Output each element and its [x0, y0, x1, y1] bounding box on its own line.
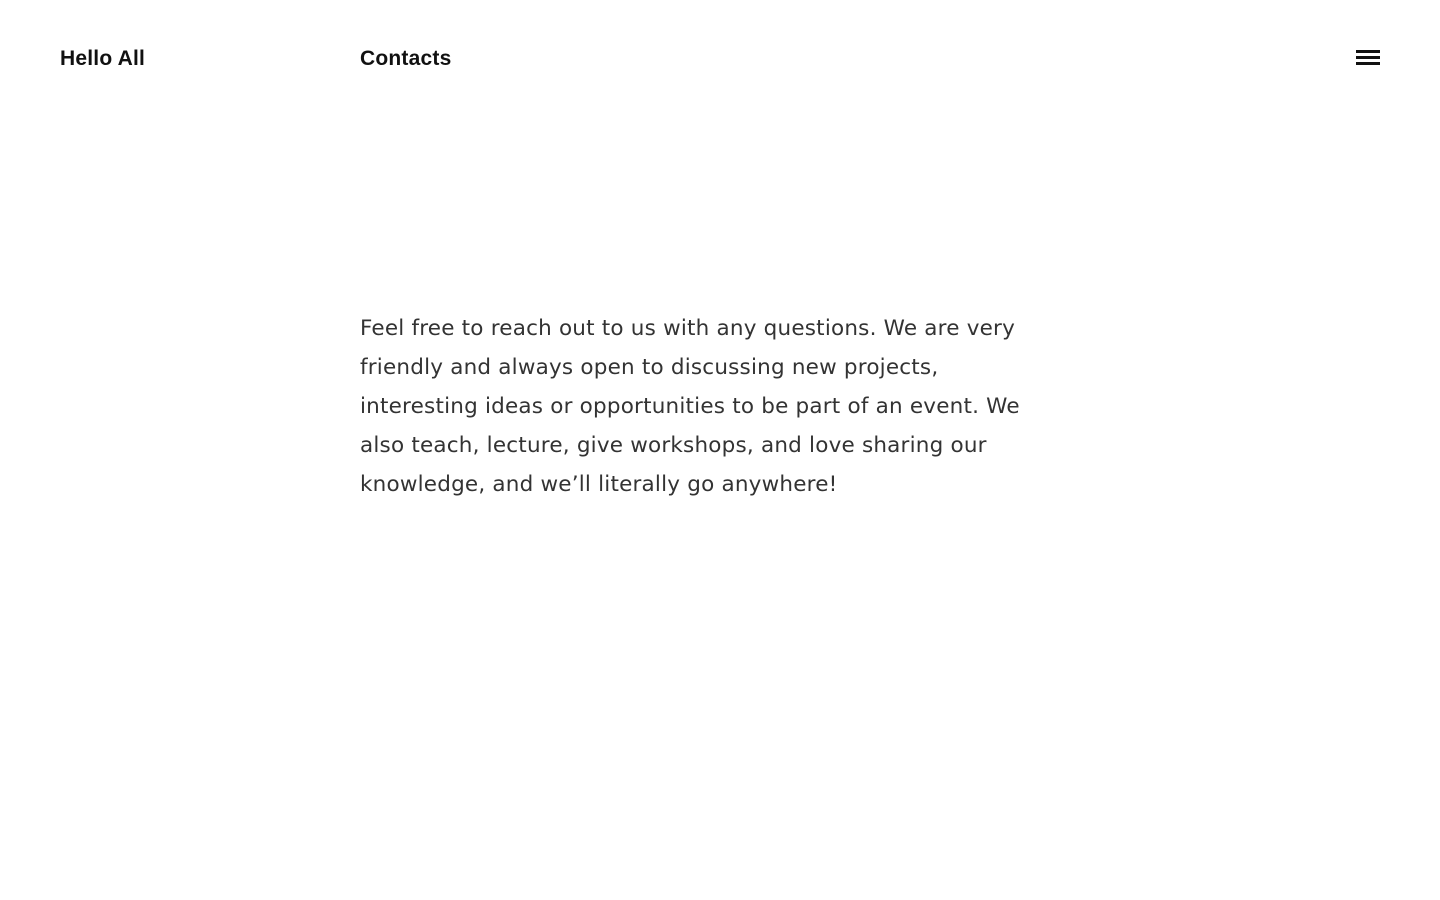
hamburger-menu-icon: [1352, 44, 1384, 72]
menu-button[interactable]: [1352, 44, 1384, 72]
contact-intro-text: Feel free to reach out to us with any questions. We are very friendly and always open to discussing new projects, interesting ideas or opportunities to be part of an event. We also teach, lecture, give workshops, and love sharing our knowledge, and we’ll literally go anywhere!: [360, 316, 1020, 497]
page-title: Contacts: [360, 47, 452, 70]
site-logo-link[interactable]: Hello All: [60, 47, 146, 70]
site-header: [0, 0, 1440, 116]
